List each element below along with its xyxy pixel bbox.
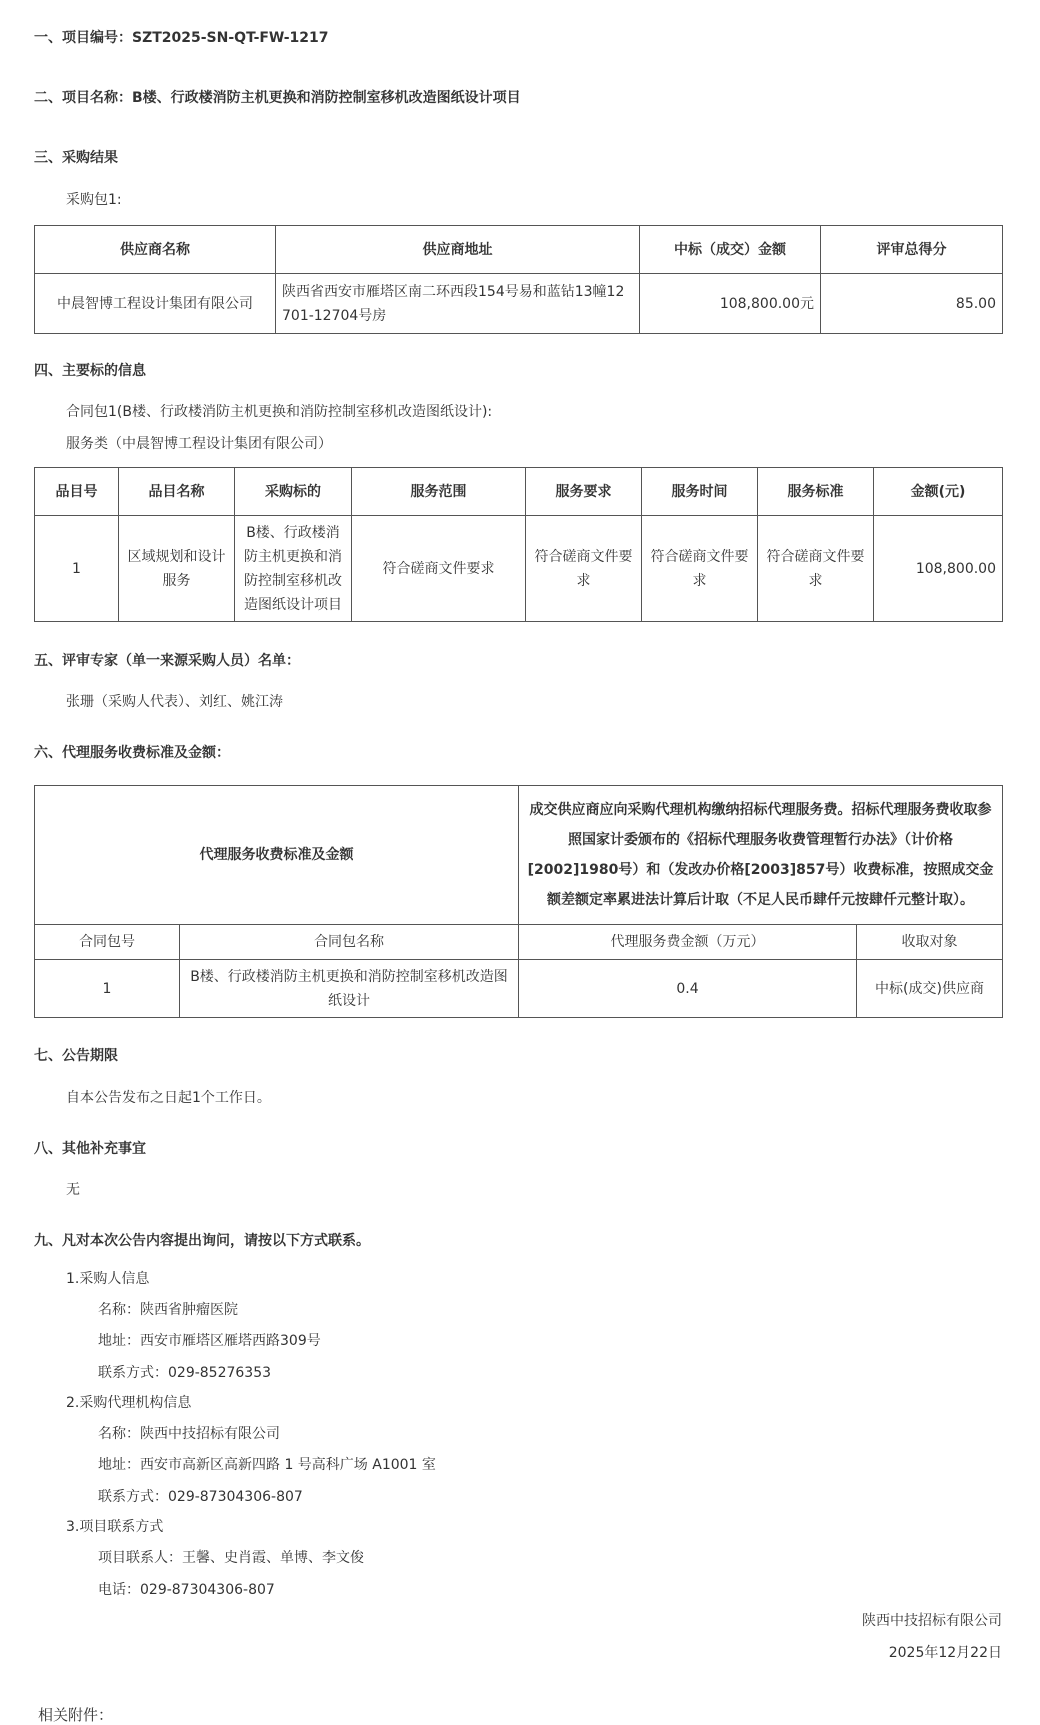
item-header-target: 采购标的 xyxy=(235,468,352,516)
attachments-label: 相关附件： xyxy=(38,1706,114,1724)
result-supplier-name: 中晨智博工程设计集团有限公司 xyxy=(35,274,276,334)
result-header-amount: 中标（成交）金额 xyxy=(640,226,821,274)
result-amount: 108,800.00元 xyxy=(640,274,821,334)
project-name-heading: 二、项目名称：B楼、行政楼消防主机更换和消防控制室移机改造图纸设计项目 xyxy=(34,90,521,106)
fee-package-no: 1 xyxy=(35,960,180,1018)
item-scope: 符合磋商文件要求 xyxy=(352,516,526,622)
experts-heading: 五、评审专家（单一来源采购人员）名单： xyxy=(34,653,300,669)
result-table xyxy=(34,225,1003,334)
fee-header-payer: 收取对象 xyxy=(857,925,1003,960)
purchaser-phone: 联系方式：029-85276353 xyxy=(98,1365,272,1381)
fee-table-title: 代理服务收费标准及金额 xyxy=(35,786,519,925)
item-standard: 符合磋商文件要求 xyxy=(758,516,874,622)
result-header-supplier: 供应商名称 xyxy=(35,226,276,274)
main-items-heading: 四、主要标的信息 xyxy=(34,363,146,379)
experts-list: 张珊（采购人代表）、刘红、姚江涛 xyxy=(66,694,283,710)
notice-period-heading: 七、公告期限 xyxy=(34,1048,118,1064)
other-matters-text: 无 xyxy=(66,1182,80,1198)
fee-amount: 0.4 xyxy=(519,960,857,1018)
item-time: 符合磋商文件要求 xyxy=(642,516,758,622)
procurement-result-heading: 三、采购结果 xyxy=(34,150,118,166)
fee-header-amount: 代理服务费金额（万元） xyxy=(519,925,857,960)
item-target: B楼、行政楼消防主机更换和消防控制室移机改造图纸设计项目 xyxy=(235,516,352,622)
item-header-time: 服务时间 xyxy=(642,468,758,516)
item-requirement: 符合磋商文件要求 xyxy=(526,516,642,622)
project-contacts: 项目联系人：王馨、史肖霞、单博、李文俊 xyxy=(98,1550,364,1566)
agent-info-title: 2.采购代理机构信息 xyxy=(66,1395,192,1411)
item-no: 1 xyxy=(35,516,119,622)
agent-name: 名称：陕西中技招标有限公司 xyxy=(98,1426,280,1442)
fee-table xyxy=(34,785,1003,1018)
item-amount: 108,800.00 xyxy=(874,516,1003,622)
service-type-label: 服务类（中晨智博工程设计集团有限公司） xyxy=(66,436,332,452)
contract-package-label: 合同包1(B楼、行政楼消防主机更换和消防控制室移机改造图纸设计): xyxy=(66,404,493,420)
project-contact-title: 3.项目联系方式 xyxy=(66,1519,164,1535)
purchaser-name: 名称：陕西省肿瘤医院 xyxy=(98,1302,238,1318)
result-header-address: 供应商地址 xyxy=(276,226,640,274)
other-matters-heading: 八、其他补充事宜 xyxy=(34,1141,146,1157)
project-phone: 电话：029-87304306-807 xyxy=(98,1582,275,1598)
signature-org: 陕西中技招标有限公司 xyxy=(862,1613,1002,1629)
project-number-heading: 一、项目编号：SZT2025-SN-QT-FW-1217 xyxy=(34,30,329,46)
item-header-amount: 金额(元) xyxy=(874,468,1003,516)
item-table xyxy=(34,467,1003,622)
purchaser-address: 地址：西安市雁塔区雁塔西路309号 xyxy=(98,1333,321,1349)
item-header-scope: 服务范围 xyxy=(352,468,526,516)
purchaser-info-title: 1.采购人信息 xyxy=(66,1271,150,1287)
result-supplier-address: 陕西省西安市雁塔区南二环西段154号易和蓝钻13幢12701-12704号房 xyxy=(276,274,640,334)
agency-fee-heading: 六、代理服务收费标准及金额： xyxy=(34,745,230,761)
contact-heading: 九、凡对本次公告内容提出询问，请按以下方式联系。 xyxy=(34,1233,370,1249)
item-header-name: 品目名称 xyxy=(119,468,235,516)
item-name: 区域规划和设计服务 xyxy=(119,516,235,622)
fee-package-name: B楼、行政楼消防主机更换和消防控制室移机改造图纸设计 xyxy=(180,960,519,1018)
agent-address: 地址：西安市高新区高新四路 1 号高科广场 A1001 室 xyxy=(98,1457,436,1473)
agent-phone: 联系方式：029-87304306-807 xyxy=(98,1489,303,1505)
fee-header-package-no: 合同包号 xyxy=(35,925,180,960)
fee-table-description: 成交供应商应向采购代理机构缴纳招标代理服务费。招标代理服务费收取参照国家计委颁布的《招标代理服务收费管理暂行办法》（计价格[2002]1980号）和（发改办价格[2003]857号）收费标准，按照成交金额差额定率累进法计算后计取（不足人民币肆仟元按肆仟元整计取）。 xyxy=(519,786,1003,925)
item-header-standard: 服务标准 xyxy=(758,468,874,516)
result-score: 85.00 xyxy=(821,274,1003,334)
result-header-score: 评审总得分 xyxy=(821,226,1003,274)
item-header-requirement: 服务要求 xyxy=(526,468,642,516)
package-label: 采购包1: xyxy=(66,192,122,208)
signature-date: 2025年12月22日 xyxy=(888,1645,1002,1661)
fee-payer: 中标(成交)供应商 xyxy=(857,960,1003,1018)
item-header-no: 品目号 xyxy=(35,468,119,516)
notice-period-text: 自本公告发布之日起1个工作日。 xyxy=(66,1090,271,1106)
fee-header-package-name: 合同包名称 xyxy=(180,925,519,960)
